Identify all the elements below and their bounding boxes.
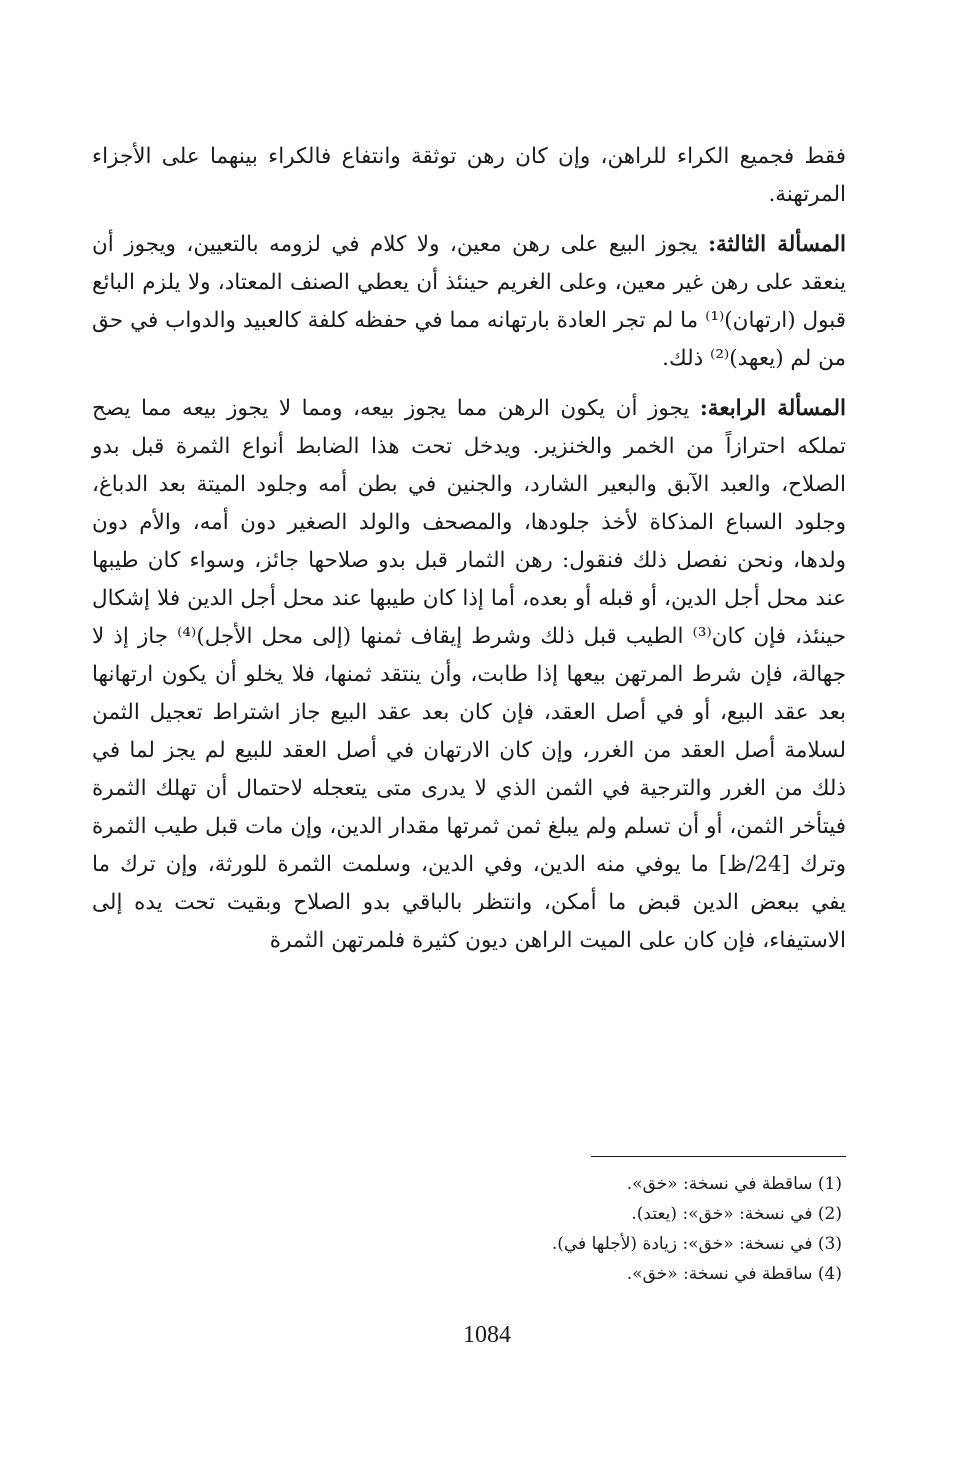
- paragraph-text: فقط فجميع الكراء للراهن، وإن كان رهن توثقة وانتفاع فالكراء بينهما على الأجزاء المرتهنة.: [92, 144, 846, 207]
- paragraph-text: يجوز البيع على رهن معين، ولا كلام في لزومه بالتعيين، ويجوز أن ينعقد على رهن غير معين، وعلى الغريم حينئذ أن يعطي الصنف المعتاد، ولا يلزم البائع قبول (ارتهان)⁽¹⁾ ما لم تجر العادة بارتهانه مما في حفظه كلفة كالعبيد والدواب في حق من لم (يعهد)⁽²⁾ ذلك.: [92, 232, 846, 371]
- footnote: (3) في نسخة: «خق»: زيادة (لأجلها في).: [551, 1234, 842, 1254]
- page-number: 1084: [463, 1322, 511, 1348]
- footnotes: [92, 1156, 846, 1289]
- paragraph-issue-three: [92, 226, 846, 378]
- footnote: (4) ساقطة في نسخة: «خق».: [626, 1264, 842, 1284]
- paragraph-text: يجوز أن يكون الرهن مما يجوز بيعه، ومما لا يجوز بيعه مما يصح تملكه احترازاً من الخمر والخنزير. ويدخل تحت هذا الضابط أنواع الثمرة قبل بدو الصلاح، والعبد الآبق والبعير الشارد، والجنين في بطن أمه وجلود الميتة بعد الدباغ، وجلود السباع المذكاة لأخذ جلودها، والمصحف والولد الصغير دون أمه، والأم دون ولدها، ونحن نفصل ذلك فنقول: رهن الثمار قبل بدو صلاحها جائز، وسواء كان طيبها عند محل أجل الدين، أو قبله أو بعده، أما إذا كان طيبها عند محل أجل الدين فلا إشكال حينئذ، فإن كان⁽³⁾ الطيب قبل ذلك وشرط إيقاف ثمنها (إلى محل الأجل)⁽⁴⁾ جاز إذ لا جهالة، فإن شرط المرتهن بيعها إذا طابت، وأن ينتقد ثمنها، فلا يخلو أن يكون ارتهانها بعد عقد البيع، أو في أصل العقد، فإن كان بعد عقد البيع جاز اشتراط تعجيل الثمن لسلامة أصل العقد من الغرر، وإن كان الارتهان في أصل العقد للبيع لم يجز لما في ذلك من الغرر والترجية في الثمن الذي لا يدرى متى يتعجله لاحتمال أن تهلك الثمرة فيتأخر الثمن، أو أن تسلم ولم يبلغ ثمن ثمرتها مقدار الدين، وإن مات قبل طيب الثمرة وترك [24/ظ] ما يوفي منه الدين، وفي الدين، وسلمت الثمرة للورثة، وإن ترك ما يفي ببعض الدين قبض ما أمكن، وانتظر بالباقي بدو الصلاح وبقيت تحت يده إلى الاستيفاء، فإن كان على الميت الراهن ديون كثيرة فلمرتهن الثمرة: [92, 396, 846, 953]
- footnote: (2) في نسخة: «خق»: (يعتد).: [631, 1204, 842, 1224]
- paragraph-continuation: [92, 138, 846, 214]
- footnote-divider: [591, 1156, 846, 1157]
- paragraph-issue-four: [92, 390, 846, 960]
- footnote: (1) ساقطة في نسخة: «خق».: [626, 1174, 842, 1194]
- paragraph-lead: المسألة الثالثة:: [708, 232, 846, 257]
- main-text: [92, 138, 846, 960]
- paragraph-lead: المسألة الرابعة:: [699, 396, 846, 421]
